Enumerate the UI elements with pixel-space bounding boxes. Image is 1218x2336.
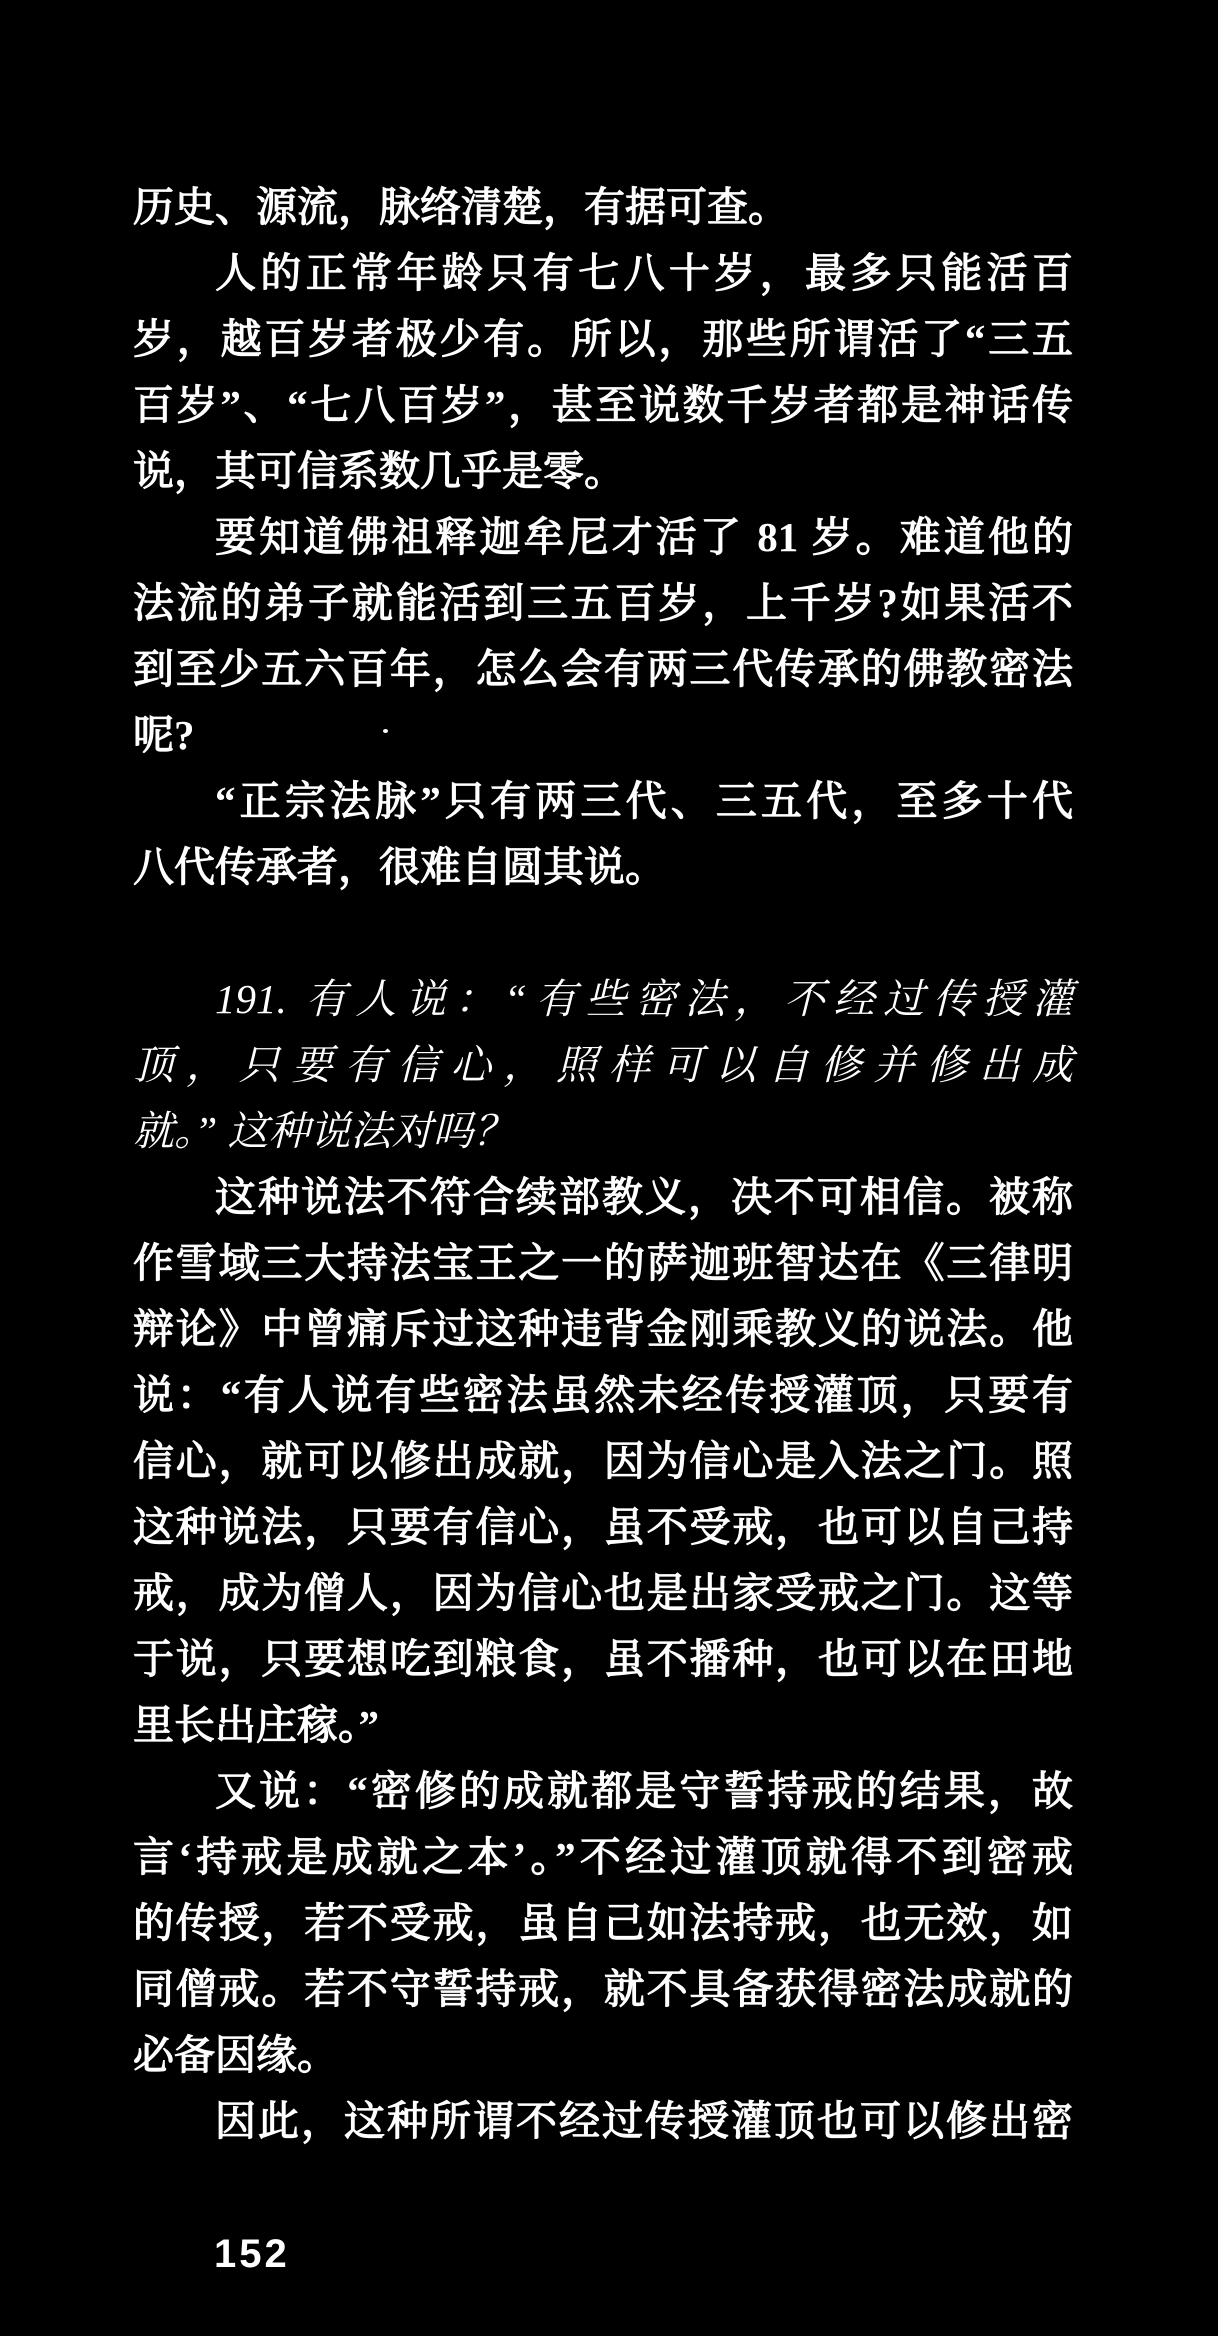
question-line: 就。” 这种说法对吗？ xyxy=(133,1108,515,1154)
text-line: 说：“有人说有些密法虽然未经传授灌顶，只要有 xyxy=(133,1372,1073,1418)
text-line: 人的正常年龄只有七八十岁，最多只能活百 xyxy=(215,250,1073,296)
text-line: 必备因缘。 xyxy=(133,2032,338,2078)
text-line: 因此，这种所谓不经过传授灌顶也可以修出密 xyxy=(215,2098,1073,2144)
question-line: 191. 有人说：“有些密法，不经过传授灌 xyxy=(215,976,1073,1022)
text-line: 百岁”、“七八百岁”，甚至说数千岁者都是神话传 xyxy=(133,382,1073,428)
text-line: 呢? xyxy=(133,712,195,758)
text-line: 言‘持戒是成就之本’。”不经过灌顶就得不到密戒 xyxy=(133,1834,1073,1880)
text-line: 辩论》中曾痛斥过这种违背金刚乘教义的说法。他 xyxy=(133,1306,1073,1352)
scan-artifact-dot xyxy=(383,729,388,733)
text-line: 信心，就可以修出成就，因为信心是入法之门。照 xyxy=(133,1438,1073,1484)
question-line: 顶，只要有信心，照样可以自修并修出成 xyxy=(133,1042,1073,1088)
text-line: 里长出庄稼。” xyxy=(133,1702,379,1748)
text-line: 于说，只要想吃到粮食，虽不播种，也可以在田地 xyxy=(133,1636,1073,1682)
text-line: 历史、源流，脉络清楚，有据可查。 xyxy=(133,184,789,230)
text-line: “正宗法脉”只有两三代、三五代，至多十代 xyxy=(215,778,1073,824)
text-line: 作雪域三大持法宝王之一的萨迦班智达在《三律明 xyxy=(133,1240,1073,1286)
text-line: 法流的弟子就能活到三五百岁，上千岁?如果活不 xyxy=(133,580,1073,626)
text-line: 这种说法不符合续部教义，决不可相信。被称 xyxy=(215,1174,1073,1220)
text-line: 八代传承者，很难自圆其说。 xyxy=(133,844,666,890)
page-text-block xyxy=(133,174,1073,2154)
text-line: 的传授，若不受戒，虽自己如法持戒，也无效，如 xyxy=(133,1900,1073,1946)
text-line: 岁，越百岁者极少有。所以，那些所谓活了“三五 xyxy=(133,316,1073,362)
text-line: 要知道佛祖释迦牟尼才活了 81 岁。难道他的 xyxy=(215,514,1073,560)
page-number: 152 xyxy=(214,2232,290,2276)
text-line: 到至少五六百年，怎么会有两三代传承的佛教密法 xyxy=(133,646,1073,692)
text-line: 这种说法，只要有信心，虽不受戒，也可以自己持 xyxy=(133,1504,1073,1550)
text-line: 同僧戒。若不守誓持戒，就不具备获得密法成就的 xyxy=(133,1966,1073,2012)
text-line: 戒，成为僧人，因为信心也是出家受戒之门。这等 xyxy=(133,1570,1073,1616)
text-line: 说，其可信系数几乎是零。 xyxy=(133,448,625,494)
text-line: 又说：“密修的成就都是守誓持戒的结果，故 xyxy=(215,1768,1073,1814)
